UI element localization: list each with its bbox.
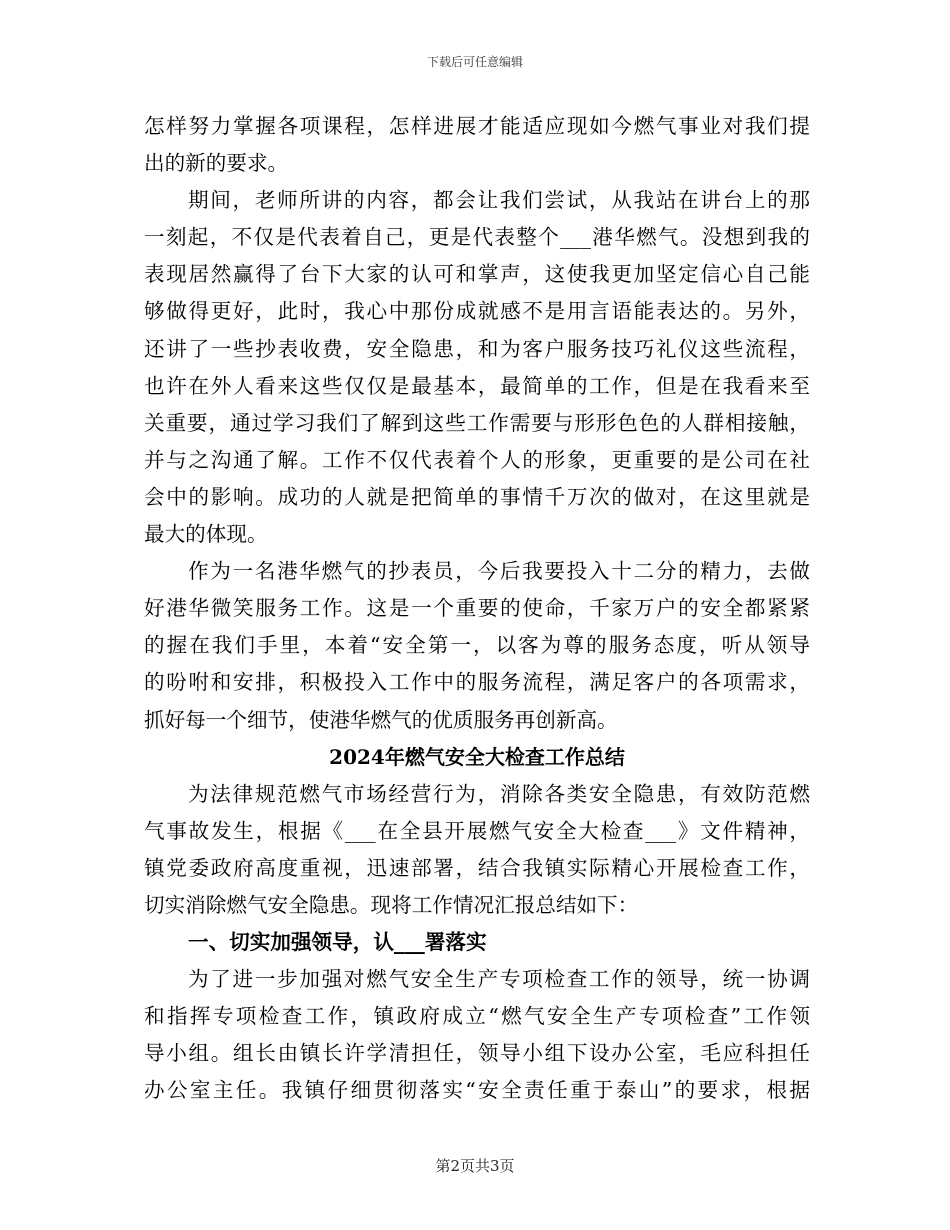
paragraph-line: 导小组。组长由镇长许学清担任，领导小组下设办公室，毛应科担任	[144, 1041, 810, 1066]
paragraph-last-line: 出的新的要求。	[144, 151, 289, 176]
paragraph-line: 怎样努力掌握各项课程，怎样进展才能适应现如今燃气事业对我们提	[144, 114, 810, 138]
paragraph-line: 办公室主任。我镇仔细贯彻落实“安全责任重于泰山”的要求，根据	[144, 1078, 810, 1103]
paragraph-line: 一刻起，不仅是代表着自己，更是代表整个___港华燃气。没想到我的	[144, 225, 810, 250]
paragraph-first-line: 为了进一步加强对燃气安全生产专项检查工作的领导，统一协调	[188, 967, 810, 992]
paragraph-line: 会中的影响。成功的人就是把简单的事情千万次的做对，在这里就是	[144, 484, 810, 509]
paragraph-first-line: 期间，老师所讲的内容，都会让我们尝试，从我站在讲台上的那	[188, 188, 810, 213]
paragraph-line: 表现居然赢得了台下大家的认可和掌声，这使我更加坚定信心自己能	[144, 262, 810, 287]
paragraph-line: 和指挥专项检查工作，镇政府成立“燃气安全生产专项检查”工作领	[144, 1004, 810, 1029]
page-header: 下载后可任意编辑	[426, 55, 523, 69]
paragraph-line: 并与之沟通了解。工作不仅代表着个人的形象，更重要的是公司在社	[144, 447, 810, 472]
paragraph-line: 也许在外人看来这些仅仅是最基本，最简单的工作，但是在我看来至	[144, 373, 810, 398]
paragraph-last-line: 切实消除燃气安全隐患。现将工作情况汇报总结如下：	[144, 892, 639, 917]
paragraph-last-line: 最大的体现。	[144, 522, 268, 547]
paragraph-line: 的吩咐和安排，积极投入工作中的服务流程，满足客户的各项需求，	[144, 670, 810, 695]
paragraph-first-line: 作为一名港华燃气的抄表员，今后我要投入十二分的精力，去做	[188, 559, 810, 584]
paragraph-line: 够做得更好，此时，我心中那份成就感不是用言语能表达的。另外，	[144, 299, 810, 324]
paragraph-first-line: 为法律规范燃气市场经营行为，消除各类安全隐患，有效防范燃	[188, 781, 810, 806]
section-heading: 一、切实加强领导，认___署落实	[188, 930, 487, 955]
paragraph-line: 好港华微笑服务工作。这是一个重要的使命，千家万户的安全都紧紧	[144, 596, 810, 621]
section-title: 2024年燃气安全大检查工作总结	[329, 744, 625, 769]
paragraph-last-line: 抓好每一个细节，使港华燃气的优质服务再创新高。	[144, 707, 618, 732]
paragraph-line: 气事故发生，根据《___在全县开展燃气安全大检查___》文件精神，	[144, 818, 810, 843]
page-footer: 第2页共3页	[435, 1157, 515, 1175]
paragraph-line: 还讲了一些抄表收费，安全隐患，和为客户服务技巧礼仪这些流程，	[144, 336, 810, 361]
paragraph-line: 关重要，通过学习我们了解到这些工作需要与形形色色的人群相接触，	[144, 410, 810, 435]
paragraph-line: 的握在我们手里，本着“安全第一，以客为尊的服务态度，听从领导	[144, 633, 810, 658]
paragraph-line: 镇党委政府高度重视，迅速部署，结合我镇实际精心开展检查工作，	[144, 855, 810, 880]
document-body	[144, 108, 810, 1110]
